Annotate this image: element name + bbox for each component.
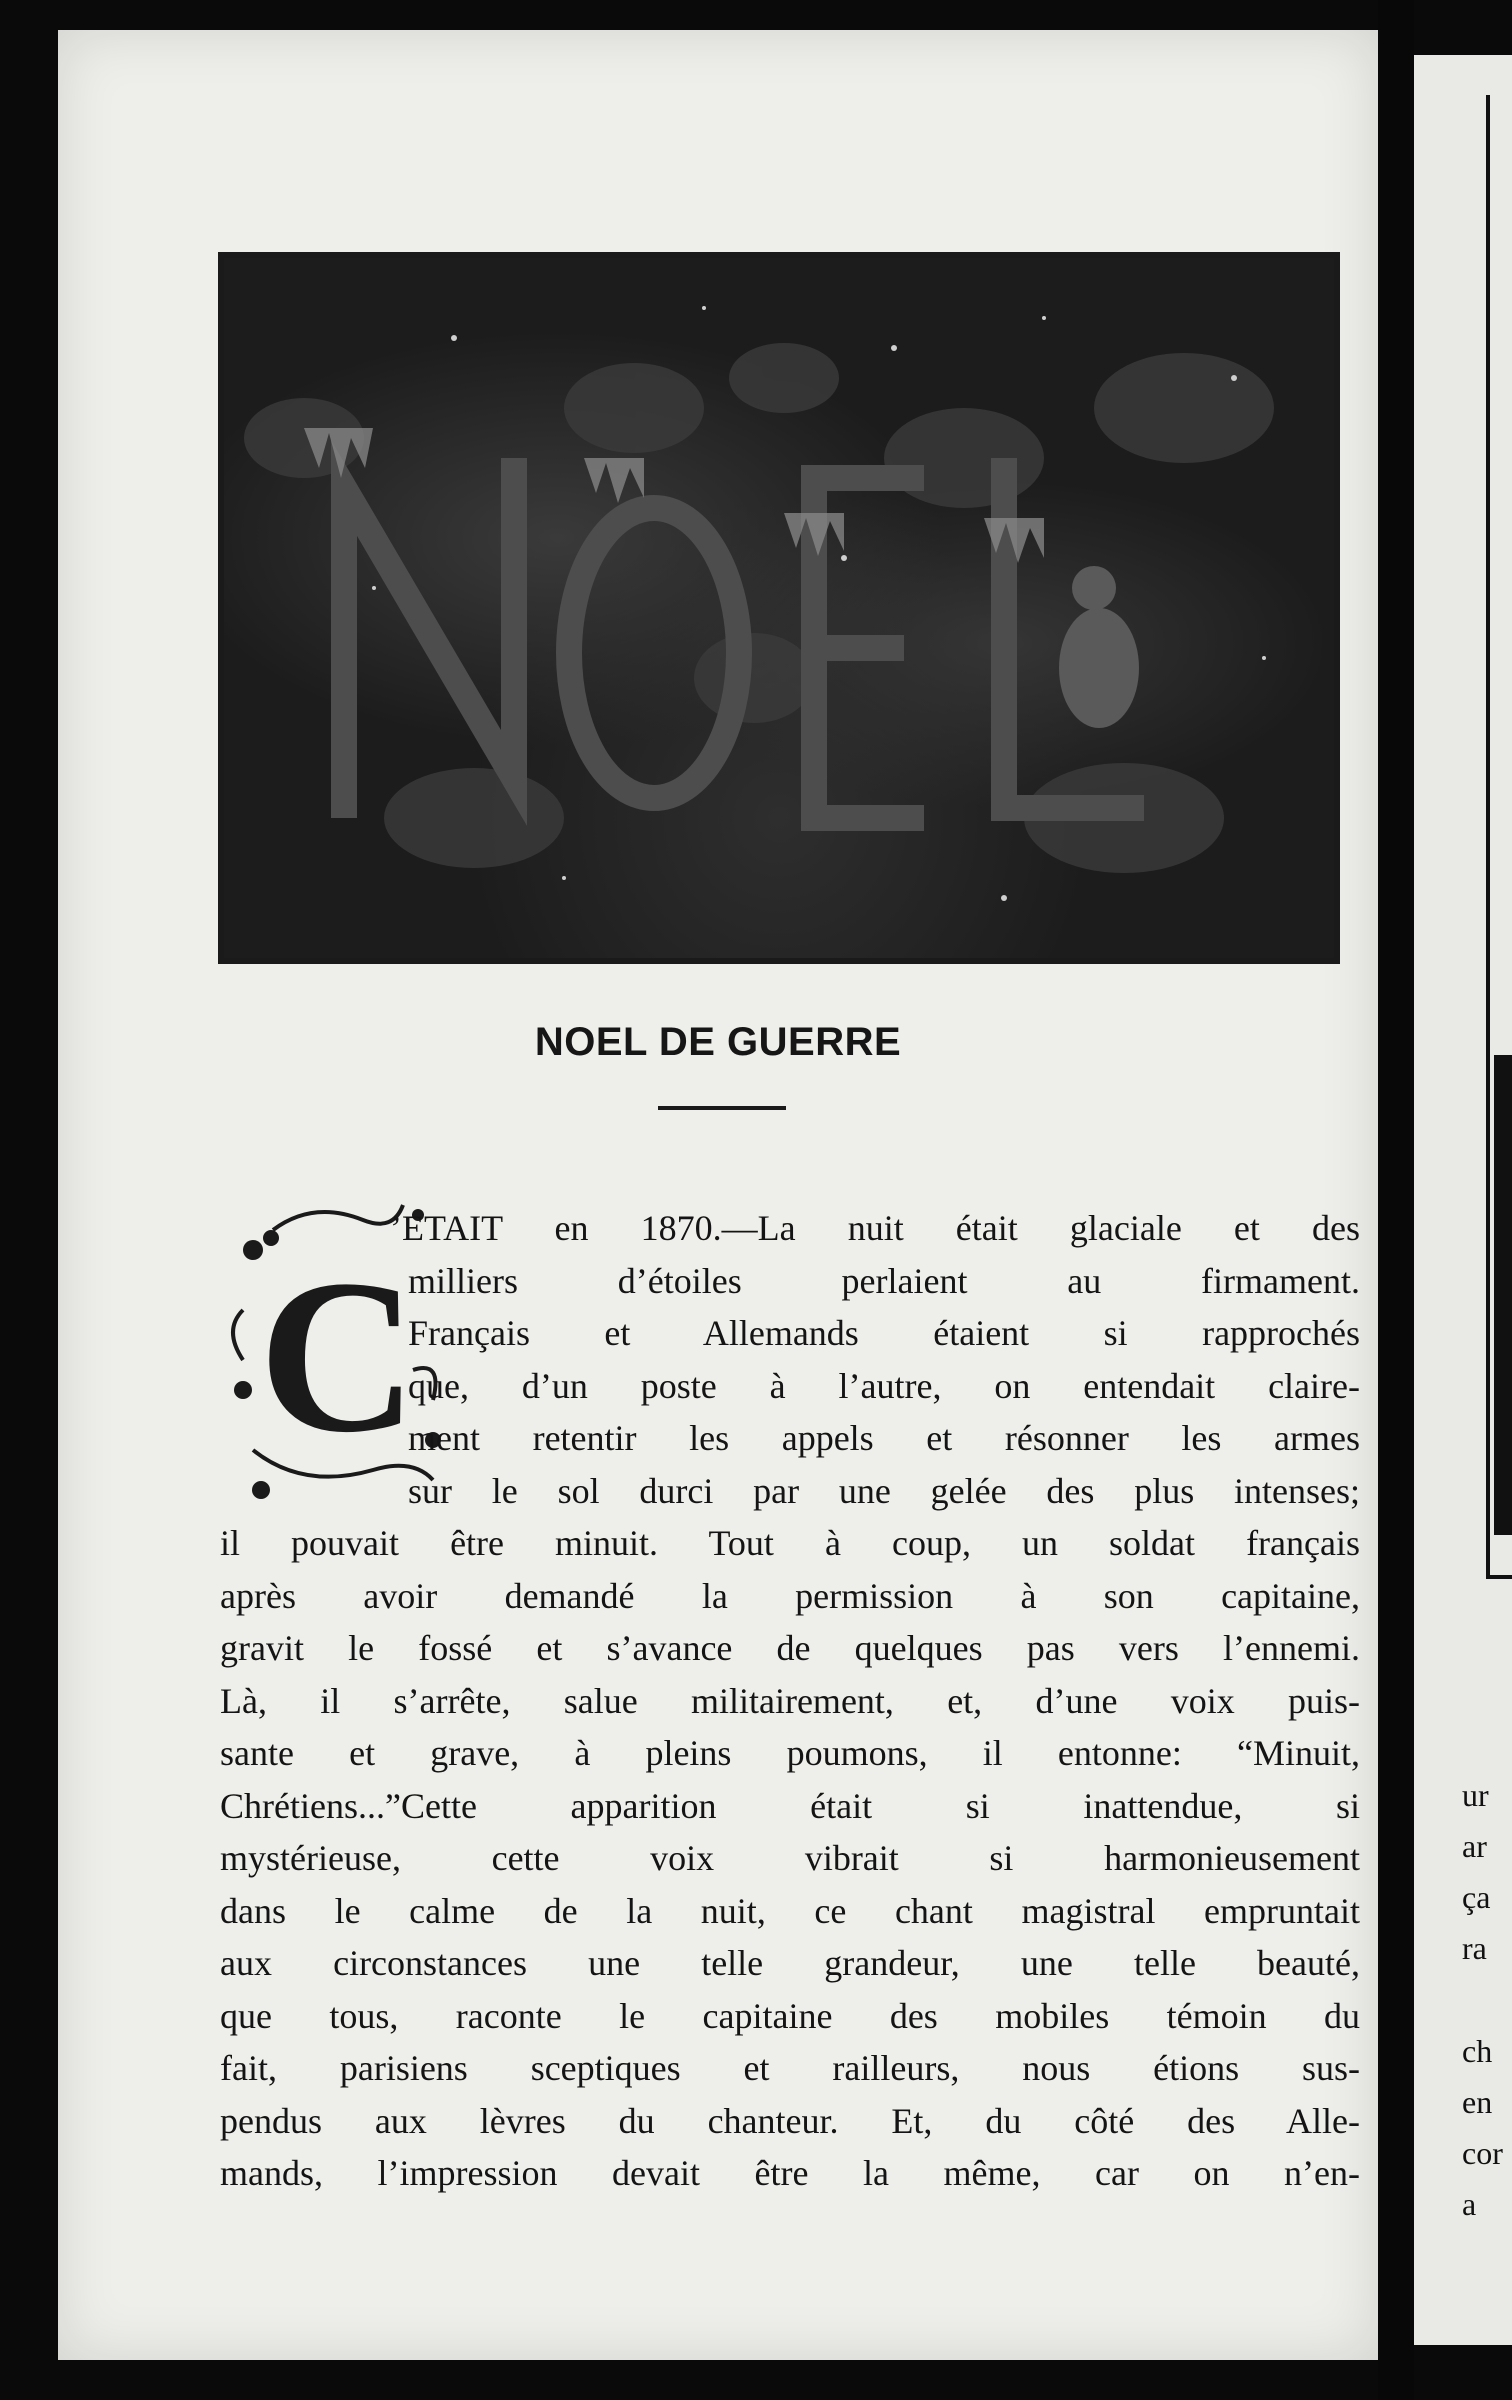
next-page-illustration-edge xyxy=(1494,1055,1512,1535)
body-line: sante et grave, à pleins poumons, il entonne: “Minuit, xyxy=(220,1733,1360,1773)
body-line: après avoir demandé la permission à son capitaine, xyxy=(220,1576,1360,1616)
next-page-fragment: ça xyxy=(1462,1879,1491,1915)
next-page-text-fragments xyxy=(1462,1770,1503,2230)
body-line: il pouvait être minuit. Tout à coup, un soldat français xyxy=(220,1523,1360,1563)
next-page-fragment: a xyxy=(1462,2186,1477,2222)
body-line: dans le calme de la nuit, ce chant magistral empruntait xyxy=(220,1891,1360,1931)
body-line: que, d’un poste à l’autre, on entendait claire- xyxy=(408,1366,1360,1406)
body-line: ment retentir les appels et résonner les armes xyxy=(408,1418,1360,1458)
body-line: pendus aux lèvres du chanteur. Et, du côté des Alle- xyxy=(220,2101,1360,2141)
next-page-fragment: cor xyxy=(1462,2135,1503,2171)
article-title: NOEL DE GUERRE xyxy=(534,1020,902,1064)
next-page-fragment: en xyxy=(1462,2084,1493,2120)
body-line: mystérieuse, cette voix vibrait si harmonieusement xyxy=(220,1838,1360,1878)
body-line: gravit le fossé et s’avance de quelques pas vers l’ennemi. xyxy=(220,1628,1360,1668)
book-page xyxy=(58,30,1378,2360)
body-line: Là, il s’arrête, salue militairement, et, d’une voix puis- xyxy=(220,1681,1360,1721)
next-page-fragment: ur xyxy=(1462,1777,1489,1813)
body-line: milliers d’étoiles perlaient au firmament. xyxy=(408,1261,1360,1301)
body-line: que tous, raconte le capitaine des mobiles témoin du xyxy=(220,1996,1360,2036)
body-line: fait, parisiens sceptiques et railleurs, nous étions sus- xyxy=(220,2048,1360,2088)
body-line: sur le sol durci par une gelée des plus intenses; xyxy=(408,1471,1360,1511)
next-page-partial xyxy=(1414,55,1512,2345)
body-line: ’ETAIT en 1870.—La nuit était glaciale et des xyxy=(390,1208,1360,1248)
article-body xyxy=(58,30,1378,2360)
body-line: Chrétiens...”Cette apparition était si inattendue, si xyxy=(220,1786,1360,1826)
body-line: aux circonstances une telle grandeur, une telle beauté, xyxy=(220,1943,1360,1983)
body-line: Français et Allemands étaient si rapprochés xyxy=(408,1313,1360,1353)
body-line: mands, l’impression devait être la même, car on n’en- xyxy=(220,2153,1360,2193)
next-page-fragment: ar xyxy=(1462,1828,1487,1864)
next-page-fragment: ch xyxy=(1462,2033,1493,2069)
next-page-fragment: ra xyxy=(1462,1930,1487,1966)
page-gutter xyxy=(1378,0,1414,2400)
drop-cap-letter: C xyxy=(258,1234,418,1478)
